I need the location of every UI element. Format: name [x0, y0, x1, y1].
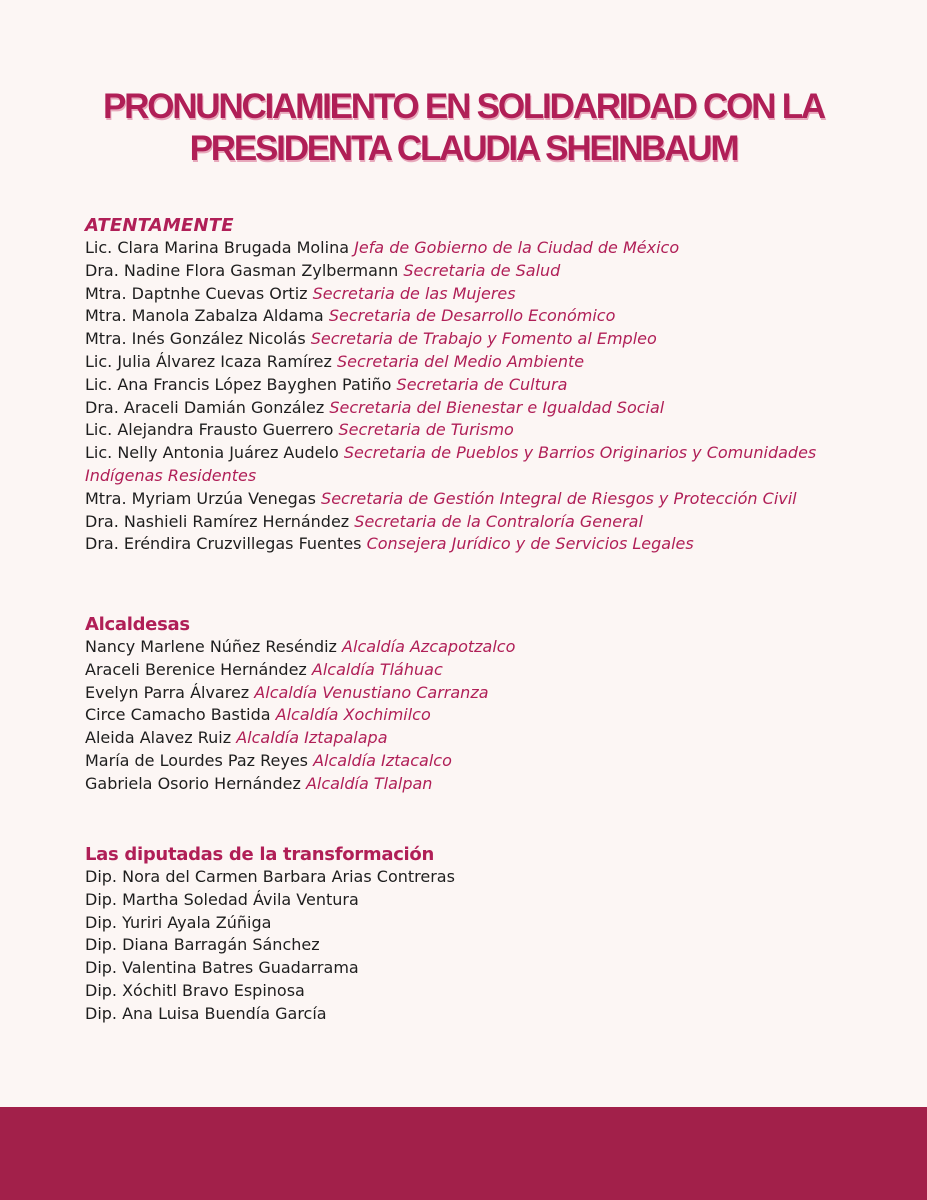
diputadas-list [85, 866, 865, 1026]
person-name: Aleida Alavez Ruiz [85, 728, 232, 748]
person-name: Dip. Yuriri Ayala Zúñiga [85, 912, 272, 932]
person-name: Dip. Valentina Batres Guadarrama [85, 958, 359, 978]
person-name: Dip. Martha Soledad Ávila Ventura [85, 889, 359, 909]
alcaldesas-list [85, 636, 865, 796]
list-item [85, 442, 865, 488]
person-role: Jefa de Gobierno de la Ciudad de México [354, 238, 680, 257]
list-item [85, 328, 865, 351]
list-item [85, 488, 865, 511]
person-role: Alcaldía Tláhuac [311, 659, 443, 679]
person-role: Alcaldía Iztapalapa [236, 728, 388, 748]
person-role: Alcaldía Venustiano Carranza [254, 682, 489, 702]
list-item [85, 934, 865, 957]
person-name: Lic. Clara Marina Brugada Molina [85, 238, 350, 257]
list-item [85, 260, 865, 283]
person-role: Secretaria de Pueblos y Barrios Originarios y Comunidades Indígenas Residentes [85, 443, 817, 485]
footer-bar [0, 1107, 927, 1200]
atentamente-heading: ATENTAMENTE [85, 215, 234, 236]
person-name: Araceli Berenice Hernández [85, 659, 307, 679]
list-item [85, 511, 865, 534]
list-item [85, 682, 865, 705]
person-name: María de Lourdes Paz Reyes [85, 750, 308, 770]
page-title [0, 86, 927, 170]
person-role: Secretaria de Salud [403, 260, 561, 280]
list-item [85, 1003, 865, 1026]
person-name: Mtra. Manola Zabalza Aldama [85, 306, 324, 326]
person-role: Secretaria de las Mujeres [312, 283, 516, 303]
list-item [85, 283, 865, 306]
list-item [85, 533, 865, 556]
person-name: Lic. Alejandra Frausto Guerrero [85, 420, 334, 440]
person-role: Alcaldía Azcapotzalco [342, 637, 516, 656]
person-role: Secretaria de la Contraloría General [354, 511, 643, 531]
list-item [85, 305, 865, 328]
person-role: Secretaria de Trabajo y Fomento al Empleo [310, 329, 657, 349]
person-role: Alcaldía Tlalpan [305, 773, 433, 793]
person-role: Consejera Jurídico y de Servicios Legales [366, 534, 694, 554]
person-name: Dra. Nadine Flora Gasman Zylbermann [85, 260, 399, 280]
person-name: Dra. Araceli Damián González [85, 397, 325, 417]
atentamente-list [85, 237, 865, 556]
person-name: Lic. Nelly Antonia Juárez Audelo [85, 443, 339, 463]
list-item [85, 419, 865, 442]
list-item [85, 659, 865, 682]
person-name: Dra. Nashieli Ramírez Hernández [85, 511, 350, 531]
list-item [85, 636, 865, 659]
list-item [85, 374, 865, 397]
person-name: Evelyn Parra Álvarez [85, 682, 250, 702]
list-item [85, 980, 865, 1003]
person-name: Mtra. Inés González Nicolás [85, 329, 306, 349]
person-name: Mtra. Myriam Urzúa Venegas [85, 488, 316, 508]
list-item [85, 750, 865, 773]
person-name: Nancy Marlene Núñez Reséndiz [85, 637, 337, 656]
person-role: Secretaria de Turismo [338, 420, 514, 440]
person-name: Dip. Ana Luisa Buendía García [85, 1003, 327, 1023]
list-item [85, 704, 865, 727]
person-name: Dip. Xóchitl Bravo Espinosa [85, 980, 305, 1000]
person-role: Alcaldía Xochimilco [275, 705, 431, 725]
list-item [85, 773, 865, 796]
list-item [85, 397, 865, 420]
list-item [85, 866, 865, 889]
person-name: Lic. Julia Álvarez Icaza Ramírez [85, 351, 332, 371]
person-role: Secretaria de Gestión Integral de Riesgos y Protección Civil [321, 488, 797, 508]
list-item [85, 727, 865, 750]
diputadas-heading: Las diputadas de la transformación [85, 844, 435, 865]
person-name: Dip. Diana Barragán Sánchez [85, 935, 320, 955]
list-item [85, 351, 865, 374]
person-role: Secretaria de Cultura [396, 374, 568, 394]
person-name: Dra. Eréndira Cruzvillegas Fuentes [85, 534, 362, 554]
list-item [85, 957, 865, 980]
list-item [85, 912, 865, 935]
atentamente-section [85, 213, 865, 556]
list-item [85, 237, 865, 260]
person-name: Mtra. Daptnhe Cuevas Ortiz [85, 283, 308, 303]
person-role: Alcaldía Iztacalco [313, 750, 452, 770]
list-item [85, 889, 865, 912]
title-line-2: PRESIDENTA CLAUDIA SHEINBAUM [189, 129, 738, 168]
person-name: Circe Camacho Bastida [85, 705, 271, 725]
person-name: Dip. Nora del Carmen Barbara Arias Contreras [85, 867, 455, 886]
person-role: Secretaria del Medio Ambiente [336, 351, 585, 371]
title-line-1: PRONUNCIAMIENTO EN SOLIDARIDAD CON LA [102, 87, 825, 126]
diputadas-section [85, 842, 865, 1026]
alcaldesas-section [85, 612, 865, 796]
alcaldesas-heading: Alcaldesas [85, 614, 190, 635]
person-role: Secretaria del Bienestar e Igualdad Social [329, 397, 665, 417]
person-name: Lic. Ana Francis López Bayghen Patiño [85, 374, 392, 394]
person-role: Secretaria de Desarrollo Económico [328, 306, 616, 326]
person-name: Gabriela Osorio Hernández [85, 773, 301, 793]
